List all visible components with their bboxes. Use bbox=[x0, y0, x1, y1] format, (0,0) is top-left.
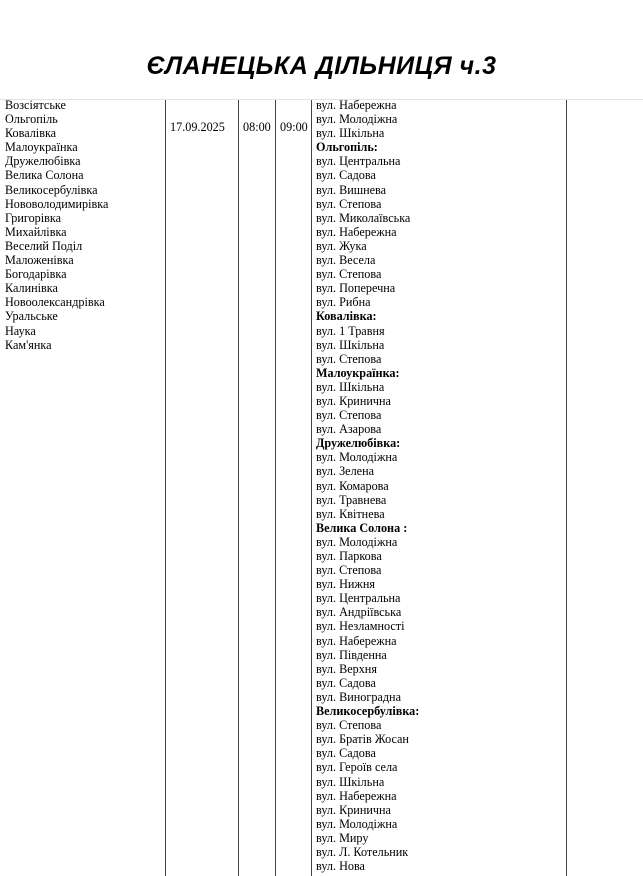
street-item: вул. Шкільна bbox=[316, 774, 385, 789]
column-divider bbox=[238, 100, 239, 876]
street-item: вул. Молодіжна bbox=[316, 112, 398, 127]
street-item: вул. Набережна bbox=[316, 98, 397, 112]
village-item: Нововолодимирівка bbox=[5, 196, 109, 211]
column-divider bbox=[311, 100, 312, 876]
outage-start-time: 08:00 bbox=[243, 120, 271, 134]
street-item: вул. Травнева bbox=[316, 492, 387, 507]
village-item: Ольгопіль bbox=[5, 112, 58, 127]
village-heading: Ковалівка: bbox=[316, 309, 377, 324]
village-heading: Ольгопіль: bbox=[316, 140, 378, 155]
street-item: вул. Садова bbox=[316, 746, 376, 761]
village-item: Веселий Поділ bbox=[5, 238, 83, 253]
street-item: вул. Комарова bbox=[316, 478, 389, 493]
street-item: вул. Степова bbox=[316, 408, 382, 423]
street-item: вул. Шкільна bbox=[316, 379, 385, 394]
street-item: вул. Кринична bbox=[316, 802, 391, 817]
column-divider bbox=[275, 100, 276, 876]
village-heading: Малоукраїнка: bbox=[316, 365, 400, 380]
street-item: вул. Миру bbox=[316, 830, 369, 845]
street-item: вул. Набережна bbox=[316, 788, 397, 803]
street-item: вул. Виноградна bbox=[316, 689, 401, 704]
street-item: вул. Вишнева bbox=[316, 182, 387, 197]
street-item: вул. Центральна bbox=[316, 591, 401, 606]
village-item: Григорівка bbox=[5, 210, 62, 225]
street-item: вул. Незламності bbox=[316, 619, 405, 634]
street-item: вул. Набережна bbox=[316, 224, 397, 239]
street-item: вул. 1 Травня bbox=[316, 323, 385, 338]
street-item: вул. Поперечна bbox=[316, 281, 396, 296]
street-item: вул. Верхня bbox=[316, 661, 377, 676]
village-item: Велика Солона bbox=[5, 168, 84, 183]
street-item: вул. Шкільна bbox=[316, 337, 385, 352]
street-item: вул. Набережна bbox=[316, 633, 397, 648]
village-item: Калинівка bbox=[5, 281, 58, 296]
street-item: вул. Степова bbox=[316, 351, 382, 366]
street-item: вул. Квітнева bbox=[316, 506, 385, 521]
street-item: вул. Садова bbox=[316, 168, 376, 183]
village-heading: Дружелюбівка: bbox=[316, 436, 401, 451]
street-item: вул. Зелена bbox=[316, 464, 375, 479]
street-item: вул. Шкільна bbox=[316, 126, 385, 141]
village-heading: Великосербулівка: bbox=[316, 704, 420, 719]
page-title: ЄЛАНЕЦЬКА ДІЛЬНИЦЯ ч.3 bbox=[146, 52, 497, 80]
village-item: Кам'янка bbox=[5, 337, 52, 352]
village-item: Дружелюбівка bbox=[5, 154, 81, 169]
street-item: вул. Героїв села bbox=[316, 760, 398, 775]
street-item: вул. Жука bbox=[316, 238, 367, 253]
village-item: Богодарівка bbox=[5, 267, 67, 282]
outage-date: 17.09.2025 bbox=[170, 120, 225, 134]
street-item: вул. Молодіжна bbox=[316, 816, 398, 831]
street-item: вул. Кринична bbox=[316, 393, 391, 408]
street-item: вул. Степова bbox=[316, 563, 382, 578]
column-divider bbox=[165, 100, 166, 876]
village-item: Новоолександрівка bbox=[5, 295, 105, 310]
outage-end-time: 09:00 bbox=[280, 120, 308, 134]
street-item: вул. Молодіжна bbox=[316, 534, 398, 549]
village-item: Ковалівка bbox=[5, 126, 57, 141]
village-item: Возсіятське bbox=[5, 98, 66, 112]
street-item: вул. Степова bbox=[316, 718, 382, 733]
street-item: вул. Південна bbox=[316, 647, 387, 662]
street-item: вул. Весела bbox=[316, 253, 376, 268]
village-item: Михайлівка bbox=[5, 224, 67, 239]
street-item: вул. Нижня bbox=[316, 577, 375, 592]
streets-column bbox=[316, 98, 419, 873]
village-item: Великосербулівка bbox=[5, 182, 98, 197]
street-item: вул. Центральна bbox=[316, 154, 401, 169]
street-item: вул. Миколаївська bbox=[316, 210, 411, 225]
street-item: вул. Нова bbox=[316, 859, 365, 874]
street-item: вул. Степова bbox=[316, 267, 382, 282]
villages-column bbox=[5, 98, 108, 352]
street-item: вул. Андріївська bbox=[316, 605, 402, 620]
village-item: Уральське bbox=[5, 309, 58, 324]
street-item: вул. Паркова bbox=[316, 549, 382, 563]
street-item: вул. Степова bbox=[316, 196, 382, 211]
street-item: вул. Л. Котельник bbox=[316, 844, 409, 859]
village-item: Наука bbox=[5, 323, 36, 338]
village-item: Маложенівка bbox=[5, 253, 74, 268]
village-heading: Велика Солона : bbox=[316, 520, 408, 535]
street-item: вул. Азарова bbox=[316, 422, 382, 437]
street-item: вул. Братів Жосан bbox=[316, 732, 409, 747]
village-item: Малоукраїнка bbox=[5, 140, 78, 155]
street-item: вул. Молодіжна bbox=[316, 450, 398, 465]
street-item: вул. Садова bbox=[316, 675, 376, 690]
column-divider bbox=[566, 100, 567, 876]
street-item: вул. Рибна bbox=[316, 295, 371, 310]
